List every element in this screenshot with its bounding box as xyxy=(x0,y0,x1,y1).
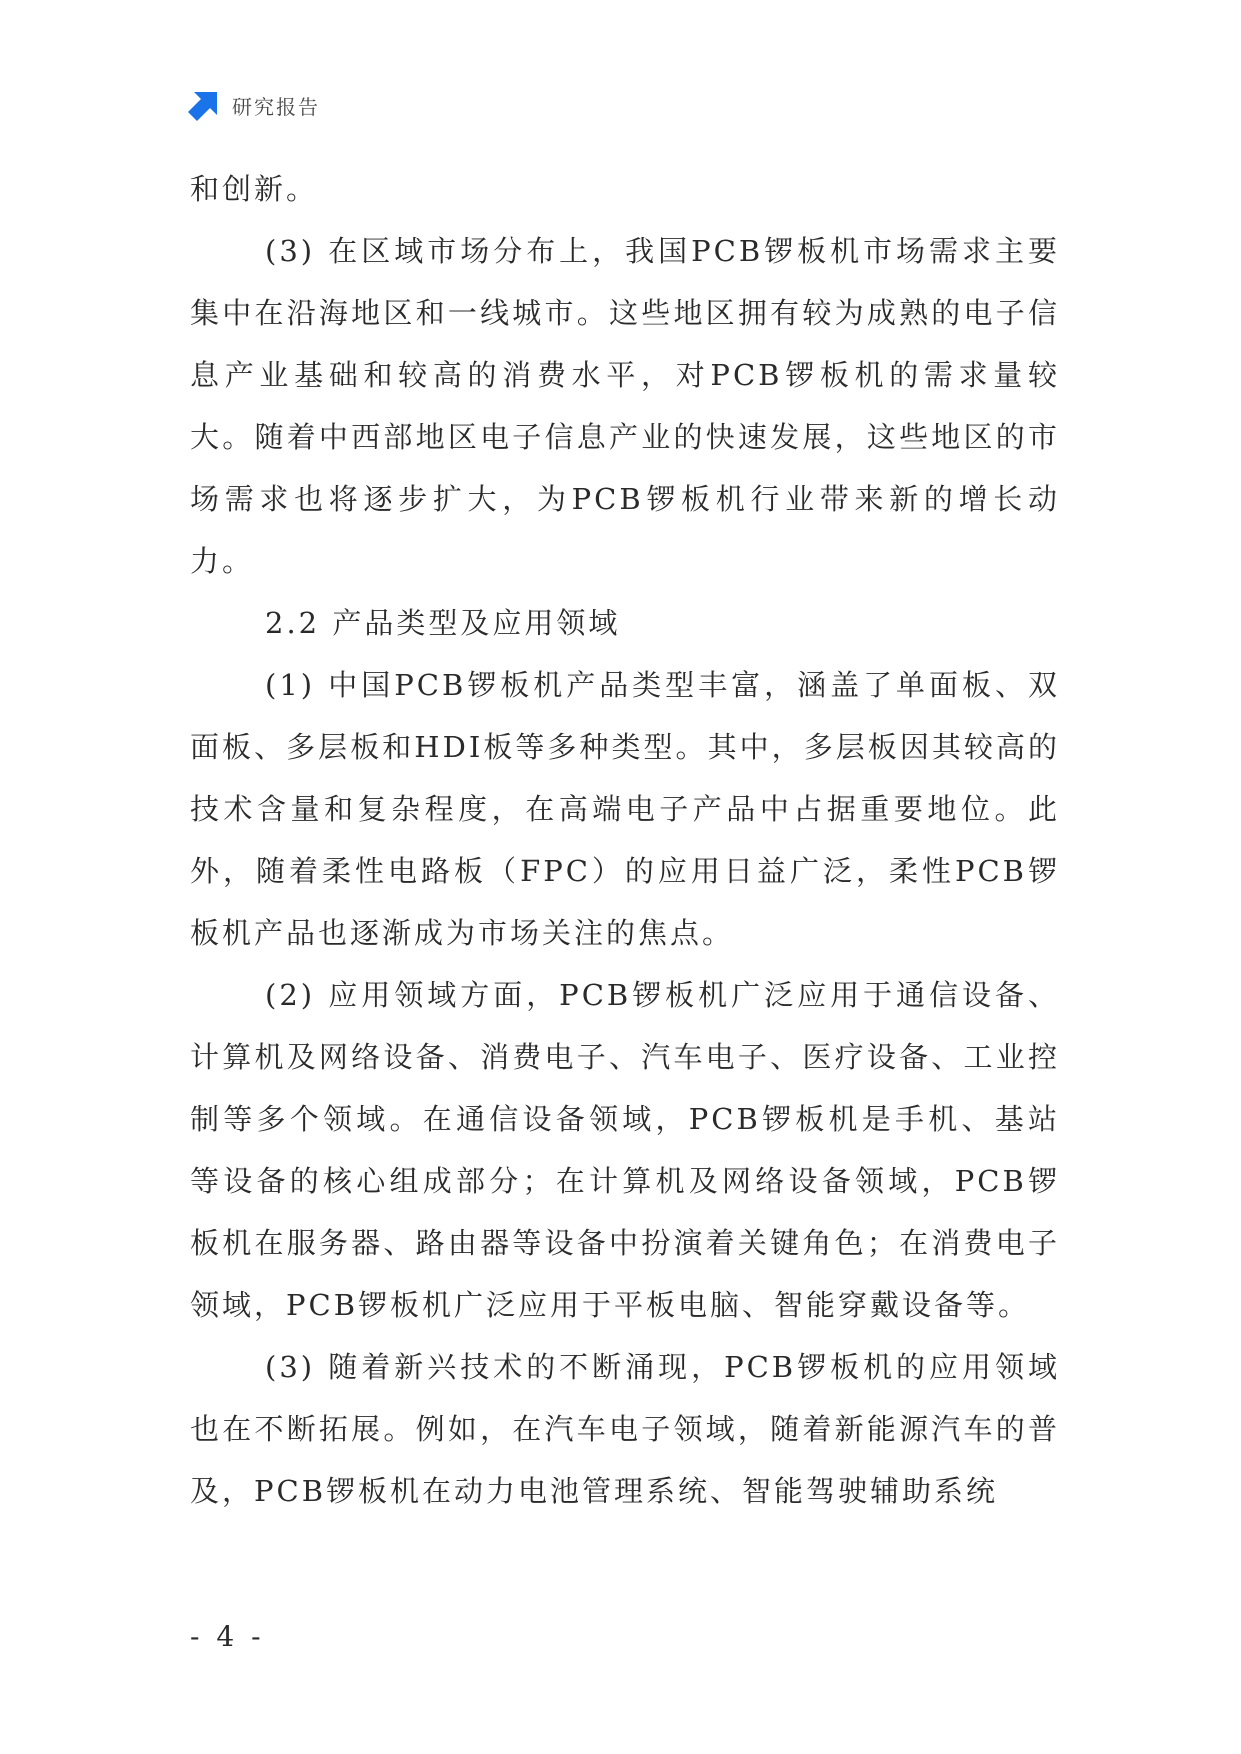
paragraph-regional-market: (3) 在区域市场分布上，我国PCB锣板机市场需求主要集中在沿海地区和一线城市。这些地区拥有较为成熟的电子信息产业基础和较高的消费水平，对PCB锣板机的需求量较大。随着中西部地区电子信息产业的快速发展，这些地区的市场需求也将逐步扩大，为PCB锣板机行业带来新的增长动力。 xyxy=(190,234,1060,578)
section-heading: 2.2 产品类型及应用领域 xyxy=(265,606,621,640)
page-number: - 4 - xyxy=(190,1620,265,1653)
page-header xyxy=(188,88,320,122)
document-body xyxy=(190,158,1060,1522)
arrow-up-right-icon xyxy=(188,89,220,121)
paragraph-emerging-tech: (3) 随着新兴技术的不断涌现，PCB锣板机的应用领域也在不断拓展。例如，在汽车电子领域，随着新能源汽车的普及，PCB锣板机在动力电池管理系统、智能驾驶辅助系统 xyxy=(190,1350,1060,1508)
paragraph-application-fields: (2) 应用领域方面，PCB锣板机广泛应用于通信设备、计算机及网络设备、消费电子、汽车电子、医疗设备、工业控制等多个领域。在通信设备领域，PCB锣板机是手机、基站等设备的核心组成部分；在计算机及网络设备领域，PCB锣板机在服务器、路由器等设备中扮演着关键角色；在消费电子领域，PCB锣板机广泛应用于平板电脑、智能穿戴设备等。 xyxy=(190,978,1060,1322)
continuation-text: 和创新。 xyxy=(190,172,319,206)
paragraph-product-types: (1) 中国PCB锣板机产品类型丰富，涵盖了单面板、双面板、多层板和HDI板等多种类型。其中，多层板因其较高的技术含量和复杂程度，在高端电子产品中占据重要地位。此外，随着柔性电路板（FPC）的应用日益广泛，柔性PCB锣板机产品也逐渐成为市场关注的焦点。 xyxy=(190,668,1060,950)
report-label: 研究报告 xyxy=(232,94,320,119)
